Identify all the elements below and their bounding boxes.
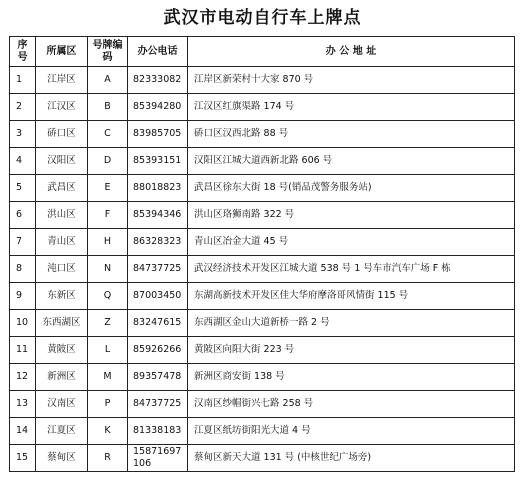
table-row [10, 418, 515, 445]
table-row [10, 121, 515, 148]
cell-district: 汉南区 [36, 391, 88, 418]
cell-district: 江夏区 [36, 418, 88, 445]
table-row [10, 364, 515, 391]
cell-no: 15 [10, 445, 36, 472]
table-row [10, 202, 515, 229]
cell-code: Q [88, 283, 128, 310]
cell-code: K [88, 418, 128, 445]
cell-code: F [88, 202, 128, 229]
cell-no: 7 [10, 229, 36, 256]
cell-code: A [88, 67, 128, 94]
cell-district: 蔡甸区 [36, 445, 88, 472]
header-address: 办 公 地 址 [188, 37, 515, 67]
table-row [10, 283, 515, 310]
table-row [10, 67, 515, 94]
cell-phone: 81338183 [128, 418, 188, 445]
cell-address: 汉阳区江城大道西新北路 606 号 [188, 148, 515, 175]
cell-no: 6 [10, 202, 36, 229]
cell-code: Z [88, 310, 128, 337]
cell-code: D [88, 148, 128, 175]
table-row [10, 445, 515, 472]
cell-district: 洪山区 [36, 202, 88, 229]
registration-points-table [9, 36, 515, 472]
cell-address: 江汉区红旗渠路 174 号 [188, 94, 515, 121]
cell-address: 洪山区珞狮南路 322 号 [188, 202, 515, 229]
header-phone: 办公电话 [128, 37, 188, 67]
cell-district: 黄陂区 [36, 337, 88, 364]
cell-code: E [88, 175, 128, 202]
table-row [10, 229, 515, 256]
table-row [10, 94, 515, 121]
cell-district: 硚口区 [36, 121, 88, 148]
cell-phone: 84737725 [128, 391, 188, 418]
cell-phone: 89357478 [128, 364, 188, 391]
header-no: 序号 [10, 37, 36, 67]
header-district: 所属区 [36, 37, 88, 67]
cell-district: 汉阳区 [36, 148, 88, 175]
cell-no: 2 [10, 94, 36, 121]
cell-address: 江岸区新荣村十大家 870 号 [188, 67, 515, 94]
cell-no: 3 [10, 121, 36, 148]
cell-district: 沌口区 [36, 256, 88, 283]
cell-address: 黄陂区向阳大街 223 号 [188, 337, 515, 364]
cell-no: 13 [10, 391, 36, 418]
cell-no: 9 [10, 283, 36, 310]
cell-no: 11 [10, 337, 36, 364]
cell-district: 东新区 [36, 283, 88, 310]
cell-no: 4 [10, 148, 36, 175]
table-row [10, 148, 515, 175]
cell-address: 东湖高新技术开发区佳大华府摩洛哥风情街 115 号 [188, 283, 515, 310]
cell-phone: 84737725 [128, 256, 188, 283]
cell-phone: 85926266 [128, 337, 188, 364]
cell-address: 硚口区汉西北路 88 号 [188, 121, 515, 148]
cell-no: 1 [10, 67, 36, 94]
cell-phone: 88018823 [128, 175, 188, 202]
cell-address: 武汉经济技术开发区江城大道 538 号 1 号车市汽车广场 F 栋 [188, 256, 515, 283]
cell-address: 东西湖区金山大道新桥一路 2 号 [188, 310, 515, 337]
cell-phone: 83247615 [128, 310, 188, 337]
cell-address: 江夏区纸坊街阳光大道 4 号 [188, 418, 515, 445]
cell-no: 5 [10, 175, 36, 202]
cell-code: H [88, 229, 128, 256]
cell-code: M [88, 364, 128, 391]
cell-district: 新洲区 [36, 364, 88, 391]
cell-phone: 85393151 [128, 148, 188, 175]
cell-address: 青山区冶金大道 45 号 [188, 229, 515, 256]
cell-no: 8 [10, 256, 36, 283]
table-row [10, 337, 515, 364]
cell-no: 14 [10, 418, 36, 445]
cell-phone: 87003450 [128, 283, 188, 310]
cell-code: B [88, 94, 128, 121]
cell-phone: 85394280 [128, 94, 188, 121]
cell-district: 青山区 [36, 229, 88, 256]
cell-no: 12 [10, 364, 36, 391]
cell-code: L [88, 337, 128, 364]
table-row [10, 310, 515, 337]
table-row [10, 256, 515, 283]
cell-code: R [88, 445, 128, 472]
cell-phone: 85394346 [128, 202, 188, 229]
cell-phone: 15871697106 [128, 445, 188, 472]
cell-district: 江岸区 [36, 67, 88, 94]
cell-code: N [88, 256, 128, 283]
cell-phone: 82333082 [128, 67, 188, 94]
cell-phone: 86328323 [128, 229, 188, 256]
cell-no: 10 [10, 310, 36, 337]
cell-code: C [88, 121, 128, 148]
cell-district: 东西湖区 [36, 310, 88, 337]
table-row [10, 391, 515, 418]
cell-district: 武昌区 [36, 175, 88, 202]
cell-address: 武昌区徐东大街 18 号(销品茂警务服务站) [188, 175, 515, 202]
table-row [10, 175, 515, 202]
page-title: 武汉市电动自行车上牌点 [163, 8, 362, 28]
cell-code: P [88, 391, 128, 418]
cell-district: 江汉区 [36, 94, 88, 121]
cell-address: 汉南区纱帽街兴七路 258 号 [188, 391, 515, 418]
cell-address: 新洲区商安街 138 号 [188, 364, 515, 391]
table-header-row [10, 37, 515, 67]
cell-phone: 83985705 [128, 121, 188, 148]
header-code: 号牌编码 [88, 37, 128, 67]
cell-address: 蔡甸区新天大道 131 号 (中核世纪广场旁) [188, 445, 515, 472]
